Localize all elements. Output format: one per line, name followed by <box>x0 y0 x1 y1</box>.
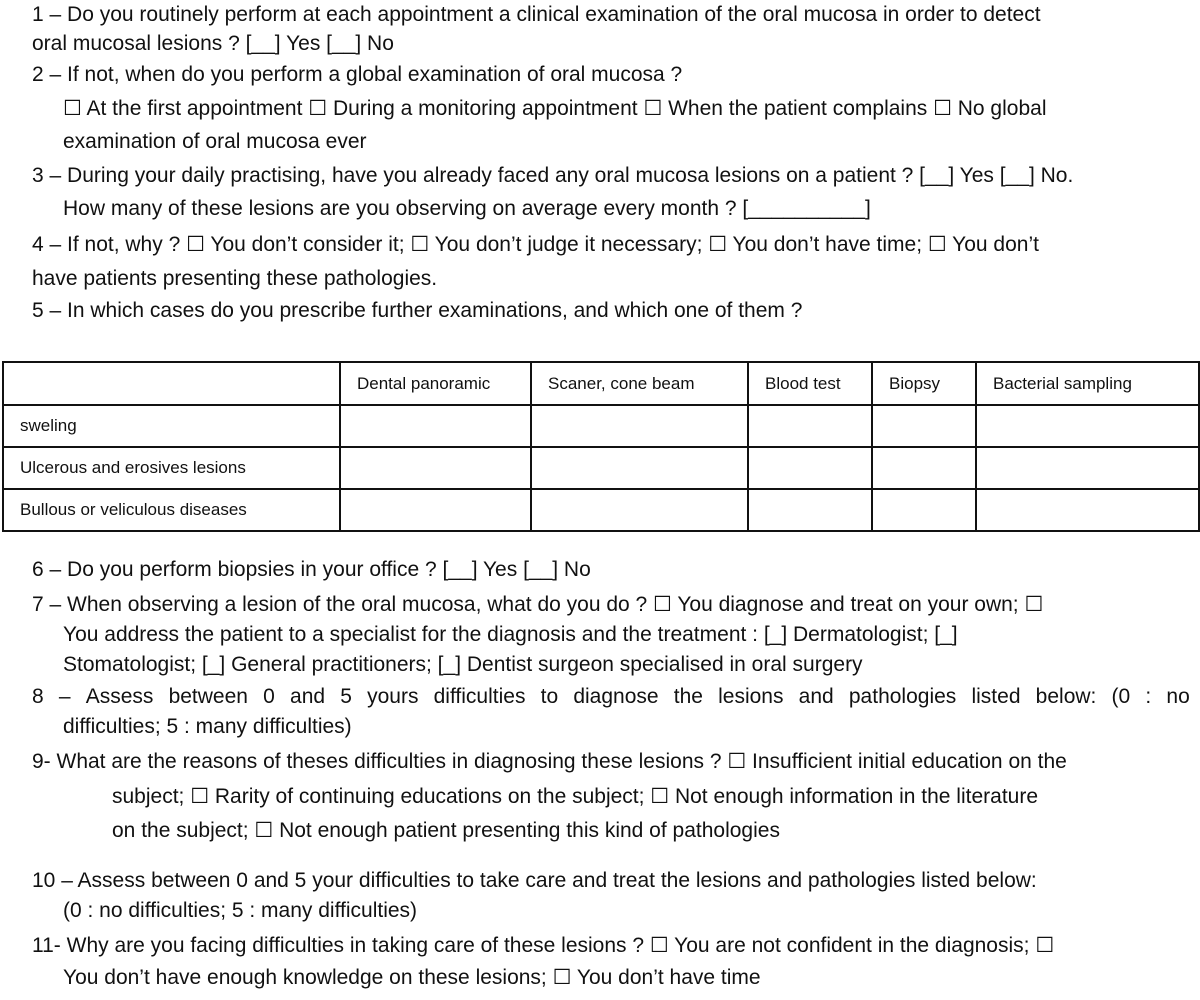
question-8-word: lesions <box>718 685 784 708</box>
question-8-word: Assess <box>85 685 154 708</box>
question-2-line-1: 2 – If not, when do you perform a global examination of oral mucosa ? <box>32 63 683 86</box>
row-label-bullous-veliculous-diseases: Bullous or veliculous diseases <box>3 489 340 531</box>
question-5-line-1: 5 – In which cases do you prescribe further examinations, and which one of them ? <box>32 299 803 322</box>
question-8-word: yours <box>367 685 419 708</box>
question-3-line-2: How many of these lesions are you observing on average every month ? [__________] <box>63 197 871 220</box>
question-7-line-2: You address the patient to a specialist for the diagnosis and the treatment : [_] Dermatologist; [_] <box>63 623 958 646</box>
question-11-line-1: 11- Why are you facing difficulties in taking care of these lesions ? ☐ You are not confident in the diagnosis; ☐ <box>32 934 1055 957</box>
table-cell[interactable] <box>340 489 531 531</box>
table-header-blood-test: Blood test <box>748 362 872 405</box>
table-cell[interactable] <box>872 405 976 447</box>
question-8-word: no <box>1166 685 1190 708</box>
question-8-word: to <box>540 685 559 708</box>
row-label-ulcerous-erosive-lesions: Ulcerous and erosives lesions <box>3 447 340 489</box>
table-cell[interactable] <box>748 405 872 447</box>
table-header-scaner-cone-beam: Scaner, cone beam <box>531 362 748 405</box>
table-header-row <box>3 362 1199 405</box>
table-cell[interactable] <box>531 489 748 531</box>
table-cell[interactable] <box>872 489 976 531</box>
question-3-line-1: 3 – During your daily practising, have you already faced any oral mucosa lesions on a patient ? [__] Yes [__] No. <box>32 164 1074 187</box>
question-10-line-1: 10 – Assess between 0 and 5 your difficulties to take care and treat the lesions and pathologies listed below: <box>32 869 1037 892</box>
question-8-line-1 <box>32 683 1190 711</box>
table-cell[interactable] <box>976 489 1199 531</box>
question-8-word: 8 <box>32 685 44 708</box>
table-header-blank <box>3 362 340 405</box>
table-cell[interactable] <box>976 405 1199 447</box>
question-4-line-1: 4 – If not, why ? ☐ You don’t consider it; ☐ You don’t judge it necessary; ☐ You don’t have time; ☐ You don’t <box>32 233 1039 256</box>
table-header-biopsy: Biopsy <box>872 362 976 405</box>
question-1-line-1: 1 – Do you routinely perform at each appointment a clinical examination of the oral mucosa in order to detect <box>32 3 1041 26</box>
table-cell[interactable] <box>748 489 872 531</box>
question-8-line-2: difficulties; 5 : many difficulties) <box>63 715 352 738</box>
question-8-word: pathologies <box>848 685 957 708</box>
question-2-line-2: ☐ At the first appointment ☐ During a monitoring appointment ☐ When the patient complains ☐ No global <box>63 97 1047 120</box>
question-8-word: the <box>673 685 703 708</box>
question-6-line-1: 6 – Do you perform biopsies in your office ? [__] Yes [__] No <box>32 558 591 581</box>
table-cell[interactable] <box>340 405 531 447</box>
table-row <box>3 405 1199 447</box>
question-8-word: 5 <box>340 685 352 708</box>
question-7-line-3: Stomatologist; [_] General practitioners; [_] Dentist surgeon specialised in oral surgery <box>63 653 863 676</box>
table-header-bacterial-sampling: Bacterial sampling <box>976 362 1199 405</box>
question-8-word: : <box>1145 685 1152 708</box>
table-cell[interactable] <box>976 447 1199 489</box>
question-8-word: (0 <box>1111 685 1131 708</box>
question-2-line-3: examination of oral mucosa ever <box>63 130 367 153</box>
question-8-word: listed <box>971 685 1021 708</box>
question-10-line-2: (0 : no difficulties; 5 : many difficulties) <box>63 899 418 922</box>
question-8-word: between <box>168 685 248 708</box>
table-cell[interactable] <box>531 447 748 489</box>
question-11-line-2: You don’t have enough knowledge on these lesions; ☐ You don’t have time <box>63 966 761 989</box>
question-8-word: difficulties <box>433 685 526 708</box>
row-label-sweling: sweling <box>3 405 340 447</box>
table-cell[interactable] <box>748 447 872 489</box>
question-9-line-3: on the subject; ☐ Not enough patient presenting this kind of pathologies <box>112 819 780 842</box>
question-8-word: and <box>798 685 834 708</box>
question-9-line-1: 9- What are the reasons of theses difficulties in diagnosing these lesions ? ☐ Insufficient initial education on the <box>32 750 1067 773</box>
question-9-line-2: subject; ☐ Rarity of continuing educations on the subject; ☐ Not enough information in the literature <box>112 785 1039 808</box>
examinations-table <box>2 361 1200 532</box>
question-1-line-2: oral mucosal lesions ? [__] Yes [__] No <box>32 32 394 55</box>
question-8-word: 0 <box>263 685 275 708</box>
table-cell[interactable] <box>531 405 748 447</box>
table-cell[interactable] <box>872 447 976 489</box>
question-8-word: diagnose <box>573 685 659 708</box>
table-cell[interactable] <box>340 447 531 489</box>
question-7-line-1: 7 – When observing a lesion of the oral mucosa, what do you do ? ☐ You diagnose and treat on your own; ☐ <box>32 593 1044 616</box>
table-row <box>3 447 1199 489</box>
table-header-dental-panoramic: Dental panoramic <box>340 362 531 405</box>
question-4-line-2: have patients presenting these pathologies. <box>32 267 438 290</box>
question-8-word: – <box>58 685 71 708</box>
question-8-word: below: <box>1035 685 1097 708</box>
table-row <box>3 489 1199 531</box>
question-8-word: and <box>290 685 326 708</box>
